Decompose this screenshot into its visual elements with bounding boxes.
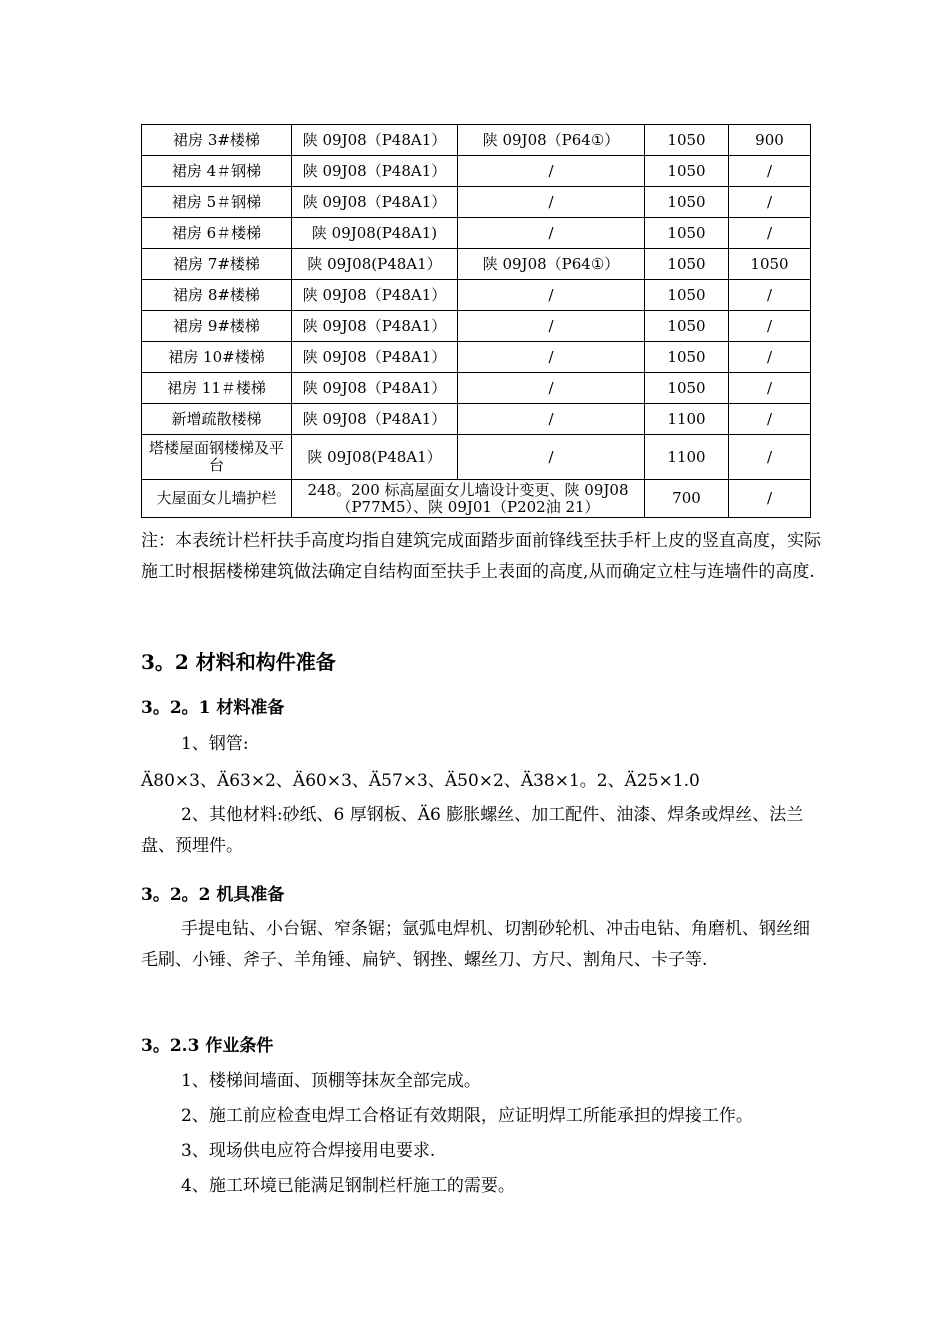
subsection-materials-title: 3。2。1 材料准备: [141, 698, 285, 718]
stair-name-cell: 塔楼屋面钢楼梯及平台: [142, 435, 292, 480]
steel-pipe-specs: Ä80×3、Ä63×2、Ä60×3、Ä57×3、Ä50×2、Ä38×1。2、Ä25×1.0: [141, 771, 700, 791]
table-row: [142, 373, 811, 404]
alt-ref-cell: /: [458, 404, 645, 435]
material-item-1: 1、钢管:: [181, 734, 249, 754]
material-item-2: 2、其他材料:砂纸、6 厚钢板、Ä6 膨胀螺丝、加工配件、油漆、焊条或焊丝、法兰盘、预埋件。: [141, 805, 804, 856]
table-row: [142, 435, 811, 480]
table-row: [142, 311, 811, 342]
stair-name-cell: 裙房 7#楼梯: [142, 249, 292, 280]
table-row: [142, 156, 811, 187]
table-row: [142, 404, 811, 435]
other-height-cell: 900: [729, 125, 811, 156]
other-height-cell: /: [729, 342, 811, 373]
condition-item-1: 1、楼梯间墙面、顶棚等抹灰全部完成。: [181, 1071, 481, 1091]
height-cell: 1050: [645, 125, 729, 156]
table-note: 注：本表统计栏杆扶手高度均指自建筑完成面踏步面前锋线至扶手杆上皮的竖直高度，实际施工时根据楼梯建筑做法确定自结构面至扶手上表面的高度,从而确定立柱与连墙件的高度.: [141, 531, 821, 582]
alt-ref-cell: /: [458, 280, 645, 311]
alt-ref-cell: 陕 09J08（P64①）: [458, 125, 645, 156]
railing-ref-cell: 陕 09J08（P48A1）: [292, 404, 458, 435]
railing-ref-cell: 陕 09J08（P48A1）: [292, 125, 458, 156]
stair-name-cell: 裙房 10#楼梯: [142, 342, 292, 373]
tools-list: 手提电钻、小台锯、窄条锯；氩弧电焊机、切割砂轮机、冲击电钻、角磨机、钢丝细毛刷、小锤、斧子、羊角锤、扁铲、钢挫、螺丝刀、方尺、割角尺、卡子等.: [141, 919, 810, 970]
stair-name-cell: 新增疏散楼梯: [142, 404, 292, 435]
railing-ref-cell: 陕 09J08(P48A1）: [292, 435, 458, 480]
subsection-tools-title: 3。2。2 机具准备: [141, 885, 285, 905]
alt-ref-cell: /: [458, 342, 645, 373]
railing-ref-cell: 陕 09J08（P48A1）: [292, 311, 458, 342]
other-height-cell: 1050: [729, 249, 811, 280]
railing-ref-cell: 248。200 标高屋面女儿墙设计变更、陕 09J08（P77M5）、陕 09J01（P202油 21）: [292, 480, 645, 518]
table-row: [142, 480, 811, 518]
height-cell: 1050: [645, 373, 729, 404]
height-cell: 1100: [645, 435, 729, 480]
alt-ref-cell: /: [458, 373, 645, 404]
railing-ref-cell: 陕 09J08(P48A1): [292, 218, 458, 249]
other-height-cell: /: [729, 156, 811, 187]
other-height-cell: /: [729, 311, 811, 342]
alt-ref-cell: /: [458, 311, 645, 342]
other-height-cell: /: [729, 373, 811, 404]
railing-ref-cell: 陕 09J08（P48A1）: [292, 187, 458, 218]
height-cell: 1050: [645, 249, 729, 280]
height-cell: 1050: [645, 218, 729, 249]
table-row: [142, 342, 811, 373]
other-height-cell: /: [729, 404, 811, 435]
table-row: [142, 125, 811, 156]
table-row: [142, 249, 811, 280]
height-cell: 1050: [645, 280, 729, 311]
railing-ref-cell: 陕 09J08(P48A1）: [292, 249, 458, 280]
stair-name-cell: 裙房 11＃楼梯: [142, 373, 292, 404]
stair-name-cell: 裙房 4＃钢梯: [142, 156, 292, 187]
alt-ref-cell: /: [458, 187, 645, 218]
railing-ref-cell: 陕 09J08（P48A1）: [292, 342, 458, 373]
condition-item-3: 3、现场供电应符合焊接用电要求.: [181, 1141, 436, 1161]
stair-name-cell: 大屋面女儿墙护栏: [142, 480, 292, 518]
section-title: 3。2 材料和构件准备: [141, 650, 336, 674]
railing-ref-cell: 陕 09J08（P48A1）: [292, 373, 458, 404]
alt-ref-cell: /: [458, 156, 645, 187]
other-height-cell: /: [729, 187, 811, 218]
height-cell: 1050: [645, 187, 729, 218]
table-row: [142, 218, 811, 249]
height-cell: 1050: [645, 342, 729, 373]
table-row: [142, 280, 811, 311]
railing-spec-table: [141, 124, 811, 518]
stair-name-cell: 裙房 6＃楼梯: [142, 218, 292, 249]
railing-ref-cell: 陕 09J08（P48A1）: [292, 156, 458, 187]
other-height-cell: /: [729, 435, 811, 480]
stair-name-cell: 裙房 3#楼梯: [142, 125, 292, 156]
other-height-cell: /: [729, 480, 811, 518]
alt-ref-cell: /: [458, 435, 645, 480]
alt-ref-cell: /: [458, 218, 645, 249]
stair-name-cell: 裙房 9#楼梯: [142, 311, 292, 342]
condition-item-2: 2、施工前应检查电焊工合格证有效期限，应证明焊工所能承担的焊接工作。: [181, 1106, 753, 1126]
alt-ref-cell: 陕 09J08（P64①）: [458, 249, 645, 280]
height-cell: 700: [645, 480, 729, 518]
railing-ref-cell: 陕 09J08（P48A1）: [292, 280, 458, 311]
stair-name-cell: 裙房 8#楼梯: [142, 280, 292, 311]
subsection-conditions-title: 3。2.3 作业条件: [141, 1036, 274, 1056]
table-row: [142, 187, 811, 218]
height-cell: 1050: [645, 311, 729, 342]
other-height-cell: /: [729, 280, 811, 311]
height-cell: 1100: [645, 404, 729, 435]
condition-item-4: 4、施工环境已能满足钢制栏杆施工的需要。: [181, 1176, 515, 1196]
other-height-cell: /: [729, 218, 811, 249]
height-cell: 1050: [645, 156, 729, 187]
stair-name-cell: 裙房 5＃钢梯: [142, 187, 292, 218]
